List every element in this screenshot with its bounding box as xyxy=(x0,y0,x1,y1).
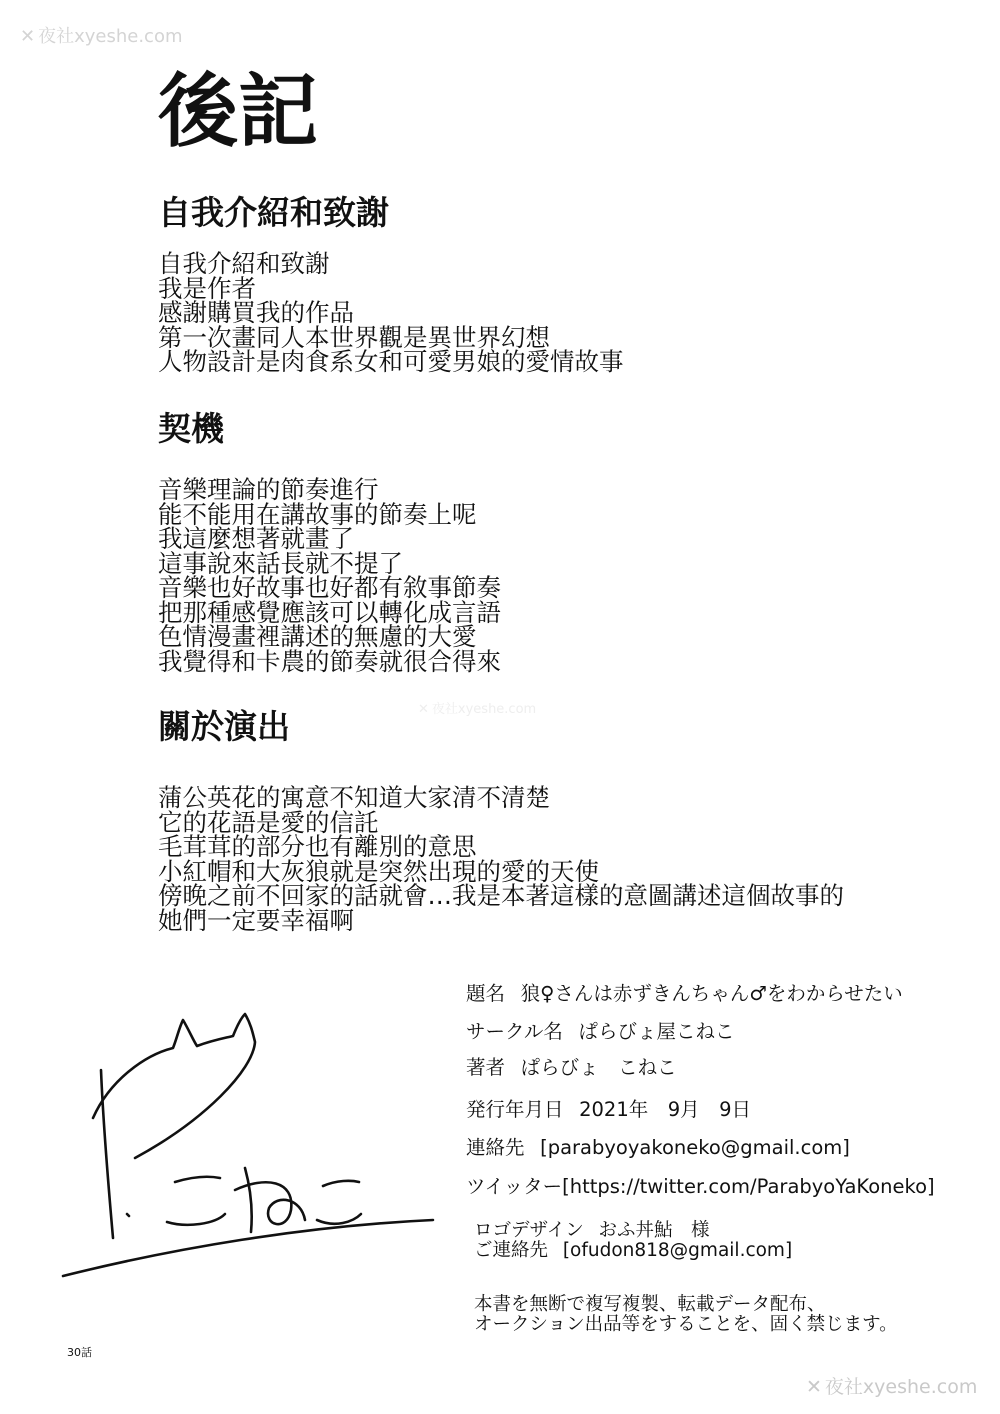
text-line: 毛茸茸的部分也有離別的意思 xyxy=(158,832,477,861)
colophon-author xyxy=(466,1056,677,1079)
colophon-date-label: 発行年月日 xyxy=(466,1098,564,1121)
text-line: 傍晚之前不回家的話就會…我是本著這樣的意圖講述這個故事的 xyxy=(158,881,844,910)
colophon-logo-label: ロゴデザイン xyxy=(474,1220,584,1241)
colophon-twitter-url: [https://twitter.com/ParabyoYaKoneko] xyxy=(562,1175,935,1198)
text-line: 能不能用在講故事的節奏上呢 xyxy=(158,499,477,529)
copyright-notice-line-2: オークション出品等をすることを、固く禁じます。 xyxy=(474,1314,898,1335)
handwritten-signature-icon xyxy=(55,1000,445,1290)
colophon-logo-contact-email: [ofudon818@gmail.com] xyxy=(562,1240,793,1261)
section-heading-motivation: 契機 xyxy=(158,409,224,448)
text-line: 人物設計是肉食系女和可愛男娘的愛情故事 xyxy=(158,347,624,376)
text-line: 自我介紹和致謝 xyxy=(158,249,330,278)
colophon-logo-contact-label: ご連絡先 xyxy=(474,1240,549,1261)
text-line: 它的花語是愛的信託 xyxy=(158,807,379,837)
copyright-notice-line-1: 本書を無断で複写複製、転載データ配布、 xyxy=(474,1294,826,1315)
colophon-title-value: 狼♀さんは赤ずきんちゃん♂をわからせたい xyxy=(520,982,903,1005)
colophon-circle-value: ぱらびょ屋こねこ xyxy=(578,1020,735,1043)
text-line: 我是作者 xyxy=(158,273,256,303)
text-line: 色情漫畫裡講述的無慮的大愛 xyxy=(158,622,477,651)
section-heading-introduction: 自我介紹和致謝 xyxy=(158,193,389,232)
colophon-contact-email: [parabyoyakoneko@gmail.com] xyxy=(540,1136,850,1159)
text-line: 我這麼想著就畫了 xyxy=(158,524,354,553)
colophon-twitter xyxy=(466,1175,935,1198)
colophon-logo-design xyxy=(474,1220,710,1242)
watermark-top: ✕ 夜社xyeshe.com xyxy=(20,26,183,47)
colophon-date xyxy=(466,1098,751,1121)
colophon-circle-label: サークル名 xyxy=(466,1020,563,1043)
section-body-motivation xyxy=(158,475,501,676)
colophon-logo-value: おふ丼鮎 様 xyxy=(598,1220,710,1241)
colophon-title xyxy=(466,982,903,1005)
colophon-contact xyxy=(466,1136,850,1159)
colophon-title-label: 題名 xyxy=(466,982,506,1005)
section-body-introduction xyxy=(158,249,624,376)
text-line: 音樂也好故事也好都有敘事節奏 xyxy=(158,573,501,602)
text-line: 音樂理論的節奏進行 xyxy=(158,475,379,504)
text-line: 第一次畫同人本世界觀是異世界幻想 xyxy=(158,322,550,352)
watermark-bottom: ✕ 夜社xyeshe.com xyxy=(806,1376,978,1398)
section-body-direction xyxy=(158,783,844,935)
text-line: 這事說來話長就不提了 xyxy=(158,548,403,578)
colophon-circle xyxy=(466,1020,735,1043)
text-line: 我覺得和卡農的節奏就很合得來 xyxy=(158,646,501,676)
text-line: 把那種感覺應該可以轉化成言語 xyxy=(158,597,501,627)
colophon-contact-label: 連絡先 xyxy=(466,1136,525,1159)
colophon-date-value: 2021年 9月 9日 xyxy=(579,1098,752,1121)
colophon-author-value: ぱらびょ こねこ xyxy=(520,1056,677,1079)
colophon-twitter-label: ツイッター xyxy=(466,1175,563,1198)
text-line: 感謝購買我的作品 xyxy=(158,298,354,327)
colophon-author-label: 著者 xyxy=(466,1056,506,1079)
section-heading-direction: 關於演出 xyxy=(158,707,290,746)
colophon-logo-contact xyxy=(474,1240,792,1262)
page-number: 30話 xyxy=(67,1346,92,1359)
text-line: 蒲公英花的寓意不知道大家清不清楚 xyxy=(158,783,550,812)
text-line: 小紅帽和大灰狼就是突然出現的愛的天使 xyxy=(158,856,599,886)
watermark-middle: ✕ 夜社xyeshe.com xyxy=(418,702,537,717)
text-line: 她們一定要幸福啊 xyxy=(158,905,354,935)
page-title: 後記 xyxy=(158,65,318,158)
